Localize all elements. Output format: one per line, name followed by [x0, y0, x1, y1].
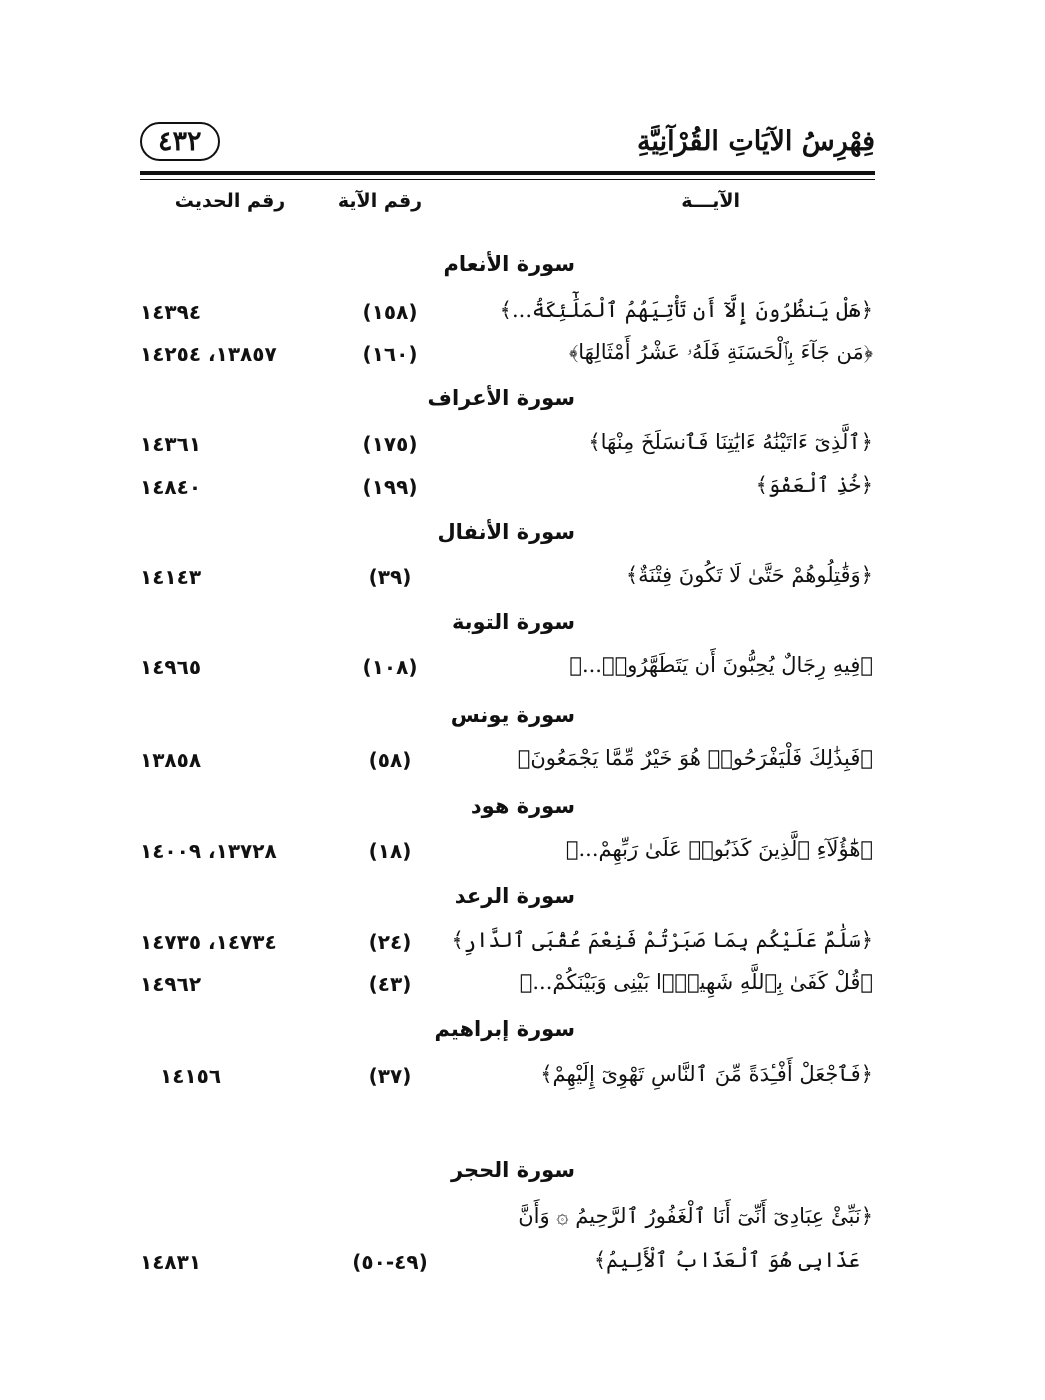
ayah-number: (١٠٨) — [362, 655, 418, 679]
verse-text: ﴿مَن جَآءَ بِٱلْحَسَنَةِ فَلَهُۥ عَشْرُ أَمْثَالِهَا﴾ — [568, 340, 873, 364]
verse-text-continued: عَذَابِى هُوَ ٱلْعَذَابُ ٱلْأَلِيمُ﴾ — [593, 1248, 860, 1272]
verse-text: ﴿نَبِّئْ عِبَادِىٓ أَنِّىٓ أَنَا ٱلْغَفُورُ ٱلرَّحِيمُ ۞ وَأَنَّ — [518, 1204, 873, 1228]
header-rule-thick — [140, 171, 875, 175]
surah-heading: سورة الأنعام — [443, 252, 575, 276]
hadith-number: ١٤٨٣١ — [140, 1250, 202, 1274]
ayah-number: (٣٧) — [368, 1064, 412, 1088]
header-rule-thin — [140, 179, 875, 180]
ayah-number: (٣٩) — [368, 565, 412, 589]
verse-text: ﴿هَٰٓؤُلَآءِ ٱلَّذِينَ كَذَبُوا۟ عَلَىٰ رَبِّهِمْ...﴾ — [565, 837, 873, 861]
hadith-number: ١٣٧٢٨، ١٤٠٠٩ — [140, 839, 277, 863]
verse-text: ﴿سَلَٰمٌ عَلَيْكُم بِمَا صَبَرْتُمْ فَنِعْمَ عُقْبَى ٱلدَّارِ﴾ — [451, 928, 873, 952]
hadith-number: ١٤١٤٣ — [140, 565, 202, 589]
surah-heading: سورة الرعد — [454, 884, 575, 908]
hadith-number: ١٤٧٣٤، ١٤٧٣٥ — [140, 930, 277, 954]
verse-text: ﴿ٱلَّذِىٓ ءَاتَيْنَٰهُ ءَايَٰتِنَا فَٱنسَلَخَ مِنْهَا﴾ — [588, 430, 873, 454]
surah-heading: سورة يونس — [450, 703, 575, 727]
hadith-number: ١٤٨٤٠ — [140, 475, 202, 499]
surah-heading: سورة هود — [470, 794, 575, 818]
column-header-ayah: الآيـــة — [681, 190, 740, 212]
ayah-number: (٢٤) — [368, 930, 412, 954]
verse-text: ﴿فِيهِ رِجَالٌ يُحِبُّونَ أَن يَتَطَهَّرُوا۟...﴾ — [569, 653, 873, 677]
surah-heading: سورة الحجر — [450, 1158, 575, 1182]
surah-heading: سورة الأعراف — [427, 386, 575, 410]
column-header-hadith-number: رقم الحديث — [174, 190, 286, 212]
hadith-number: ١٤٣٦١ — [140, 432, 202, 456]
surah-heading: سورة التوبة — [451, 610, 575, 634]
ayah-number: (٤٩-٥٠) — [352, 1250, 428, 1274]
verse-text: ﴿خُذِ ٱلْعَفْوَ﴾ — [755, 473, 873, 497]
surah-heading: سورة إبراهيم — [434, 1017, 575, 1041]
page-number: ٤٣٢ — [140, 122, 220, 161]
column-header-ayah-number: رقم الآية — [337, 190, 423, 212]
verse-text: ﴿فَبِذَٰلِكَ فَلْيَفْرَحُوا۟ هُوَ خَيْرٌ مِّمَّا يَجْمَعُونَ﴾ — [517, 746, 873, 770]
page-header — [140, 112, 875, 170]
surah-heading: سورة الأنفال — [437, 520, 575, 544]
verse-text: ﴿وَقَٰتِلُوهُمْ حَتَّىٰ لَا تَكُونَ فِتْنَةٌ﴾ — [625, 563, 873, 587]
hadith-number: ١٤٩٦٥ — [140, 655, 202, 679]
verse-text: ﴿قُلْ كَفَىٰ بِٱللَّهِ شَهِيدًۢا بَيْنِى وَبَيْنَكُمْ...﴾ — [519, 970, 873, 994]
hadith-number: ١٤٣٩٤ — [140, 300, 202, 324]
hadith-number: ١٣٨٥٧، ١٤٢٥٤ — [140, 342, 277, 366]
hadith-number: ١٣٨٥٨ — [140, 748, 202, 772]
ayah-number: (١٩٩) — [362, 475, 418, 499]
ayah-number: (١٥٨) — [362, 300, 418, 324]
ayah-number: (١٦٠) — [362, 342, 418, 366]
ayah-number: (٥٨) — [368, 748, 412, 772]
verse-text: ﴿فَٱجْعَلْ أَفْـِٔدَةً مِّنَ ٱلنَّاسِ تَهْوِىٓ إِلَيْهِمْ﴾ — [540, 1062, 873, 1086]
hadith-number: ١٤٩٦٢ — [140, 972, 202, 996]
hadith-number: ١٤١٥٦ — [160, 1064, 222, 1088]
ayah-number: (٤٣) — [368, 972, 412, 996]
verse-text: ﴿هَلْ يَنظُرُونَ إِلَّآ أَن تَأْتِيَهُمُ ٱلْمَلَٰٓئِكَةُ...﴾ — [499, 298, 873, 322]
ayah-number: (١٧٥) — [362, 432, 418, 456]
ayah-number: (١٨) — [368, 839, 412, 863]
running-title: فِهْرِسُ الآيَاتِ القُرْآنِيَّةِ — [637, 125, 875, 157]
